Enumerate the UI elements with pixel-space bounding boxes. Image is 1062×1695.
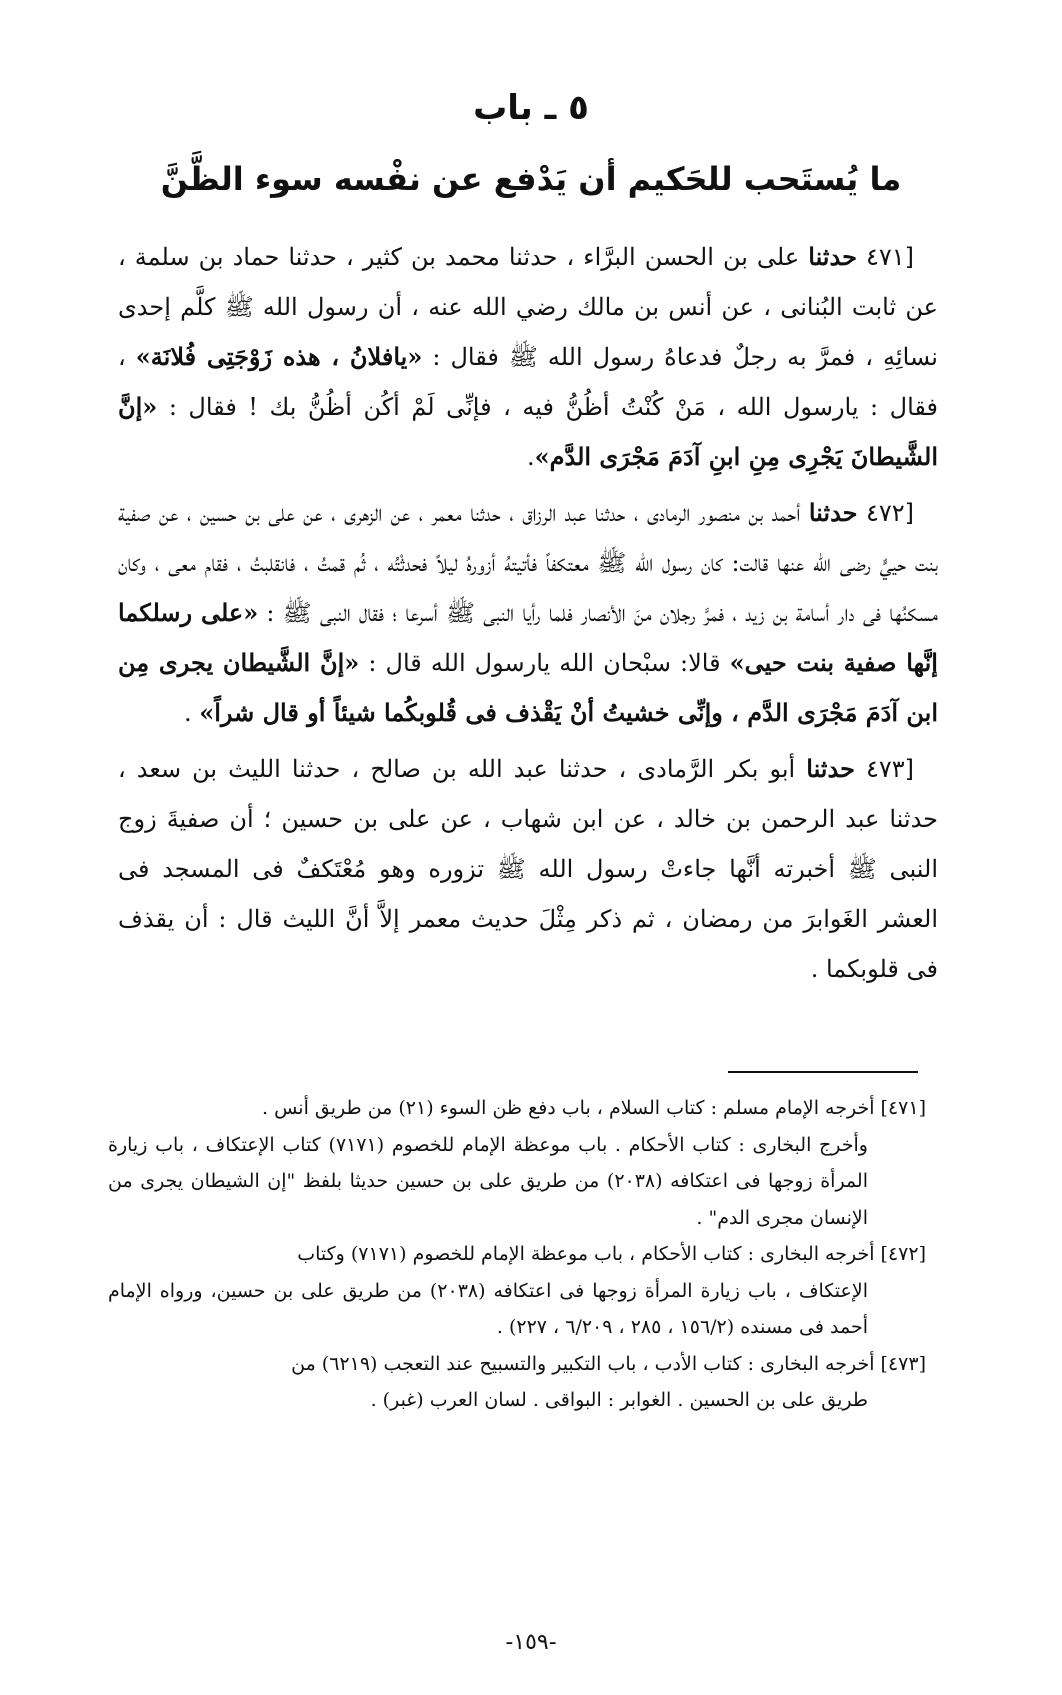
hadith-middle: قالا: سبْحان الله يارسول الله قال : — [368, 649, 721, 677]
page-number: -١٥٩- — [505, 1630, 557, 1655]
footnote-473 — [108, 1346, 926, 1419]
chapter-title: ما يُستَحب للحَكيم أن يَدْفع عن نفْسه سوء الظَّنَّ — [160, 160, 902, 198]
footnote-continuation: وأخرج البخارى : كتاب الأحكام . باب موعظة الإمام للخصوم (٧١٧١) كتاب الإعتكاف ، باب زيارة المرأة زوجها فى اعتكافه (٢٠٣٨) من طريق على بن حسين حديثا بلفظ "إن الشيطان يجرى من الإنسان مجرى الدم" . — [108, 1133, 868, 1229]
hadith-number: [٤٧٢ — [865, 499, 914, 527]
footnote-text: أخرجه البخارى : كتاب الأحكام ، باب موعظة الإمام للخصوم (٧١٧١) وكتاب — [297, 1243, 875, 1265]
hadith-quote: «على رسلكما إنَّها صفية بنت حيى» — [118, 598, 938, 677]
hadith-number: [٤٧١ — [865, 243, 915, 271]
hadith-text: أحمد بن منصور الرمادى ، حدثنا عبد الرزاق ، حدثنا معمر ، عن الزهرى ، عن على بن حسين ، عن صفية بنت حييٍّ رضى الله عنها قالت: كان رسول الله ﷺ معتكفاً فأتيتهُ أزورهُ ليلاً فحدثْتُه ، ثُم قمتُ ، فانقلبتُ ، فقام معى ، وكان مسكنُها فى دار أسامة بن زيد ، فمرَّ رجلان منَ الأنصار فلما رأيا النبى ﷺ أسرعا ؛ فقال النبى ﷺ : — [118, 499, 938, 627]
hadith-end: . — [183, 699, 192, 727]
hadith-quote: «إنَّ الشَّيطانَ يَجْرِى مِنِ ابنِ آدَمَ مَجْرَى الدَّم» — [118, 392, 938, 471]
footnote-continuation: طريق على بن الحسين . الغوابر : البواقى . لسان العرب (غبر) . — [370, 1389, 868, 1411]
hadith-472 — [118, 488, 938, 738]
hadith-471 — [118, 232, 938, 482]
hadith-quote: «يافلانُ ، هذه زَوْجَتِى فُلانَة» — [135, 342, 423, 371]
footnote-472 — [108, 1236, 926, 1346]
hadith-body — [118, 232, 938, 1000]
hadith-lead: حدثنا — [808, 498, 858, 527]
hadith-end: . — [527, 443, 535, 471]
footnotes — [108, 1090, 926, 1419]
hadith-text: على بن الحسن البرَّاء ، حدثنا محمد بن كثير ، حدثنا حماد بن سلمة ، عن ثابت البُنانى ، عن أنس بن مالك رضي الله عنه ، أن رسول الله ﷺ كلَّم إحدى نسائِهِ ، فمرَّ به رجلٌ فدعاهُ رسول الله ﷺ فقال : — [118, 243, 939, 371]
footnote-471 — [108, 1090, 926, 1236]
footnote-divider — [728, 1071, 918, 1073]
hadith-lead: حدثنا — [806, 754, 855, 783]
hadith-lead: حدثنا — [808, 242, 857, 271]
hadith-text: أبو بكر الرَّمادى ، حدثنا عبد الله بن صالح ، حدثنا الليث بن سعد ، حدثنا عبد الرحمن بن خالد ، عن ابن شهاب ، عن على بن حسين ؛ أن صفيةَ زوج النبى ﷺ أخبرته أنَّها جاءتْ رسول الله ﷺ تزوره وهو مُعْتَكفٌ فى المسجد فى العشر الغَوابرَ من رمضان ، ثم ذكر مِثْلَ حديث معمر إلاَّ أنَّ الليث قال : أن يقذف فى قلوبكما . — [118, 755, 938, 983]
chapter-heading: ٥ ـ باب — [473, 88, 589, 128]
hadith-quote: «إنَّ الشَّيطان يجرى مِن ابن آدَمَ مَجْرَى الدَّم ، وإنِّى خشيتُ أنْ يَقْذف فى قُلوبكُما شيئاً أو قال شراً» — [118, 648, 938, 727]
footnote-text: أخرجه الإمام مسلم : كتاب السلام ، باب دفع ظن السوء (٢١) من طريق أنس . — [262, 1097, 875, 1119]
footnote-text: أخرجه البخارى : كتاب الأدب ، باب التكبير والتسبيح عند التعجب (٦٢١٩) من — [291, 1352, 875, 1375]
footnote-ref: [٤٧١] — [880, 1097, 926, 1119]
footnote-continuation: الإعتكاف ، باب زيارة المرأة زوجها فى اعتكافه (٢٠٣٨) من طريق على بن حسين، ورواه الإمام أحمد فى مسنده (١٥٦/٢ ، ٢٨٥ ، ٦/٢٠٩ ، ٢٢٧) . — [108, 1279, 868, 1338]
hadith-number: [٤٧٣ — [865, 755, 915, 783]
hadith-473 — [118, 744, 938, 994]
footnote-ref: [٤٧٢] — [880, 1243, 926, 1265]
hadith-middle: ، فقال : يارسول الله ، مَنْ كُنْتُ أظُنُّ فيه ، فإنِّى لَمْ أكُن أظُنُّ بك ! فقال : — [118, 343, 938, 421]
footnote-ref: [٤٧٣] — [880, 1352, 926, 1375]
